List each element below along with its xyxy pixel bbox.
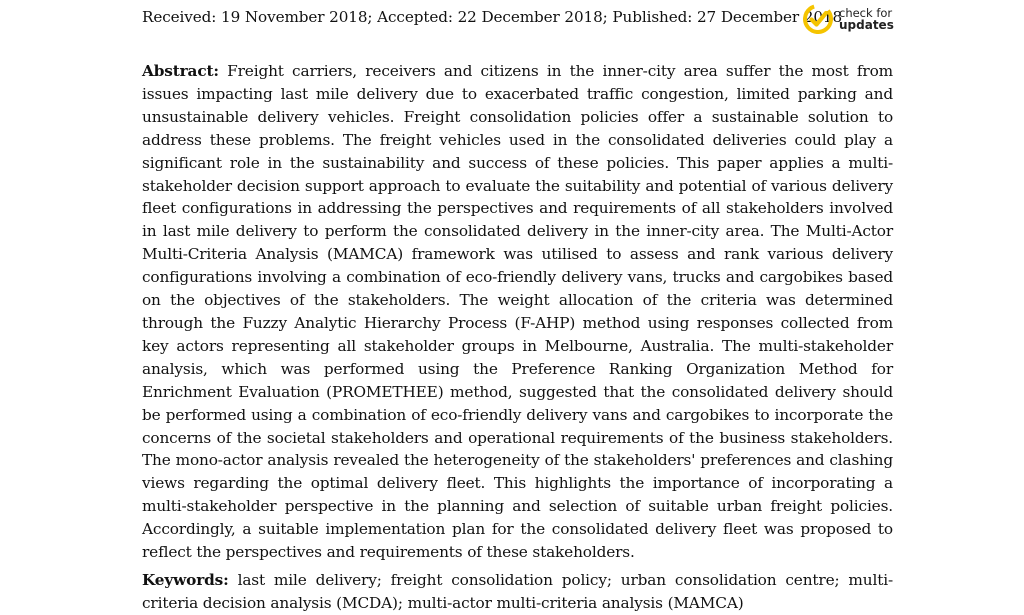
badge-text [839,7,894,31]
keywords-label: Keywords: [142,571,229,589]
abstract-label: Abstract: [142,62,219,80]
abstract-text: Freight carriers, receivers and citizens in the inner-city area suffer the most from issues impacting last mile delivery due to exacerbated traffic congestion, limited parking and unsustainable delivery vehicles. Freight consolidation policies offer a sustainable solution to address these problems. The freight vehicles used in the consolidated deliveries could play a significant role in the sustainability and success of these policies. This paper applies a multi-stakeholder decision support approach to evaluate the suitability and potential of various delivery fleet configurations in addressing the perspectives and requirements of all stakeholders involved in last mile delivery to perform the consolidated delivery in the inner-city area. The Multi-Actor Multi-Criteria Analysis (MAMCA) framework was utilised to assess and rank various delivery configurations involving a combination of eco-friendly delivery vans, trucks and cargobikes based on the objectives of the stakeholders. The weight allocation of the criteria was determined through the Fuzzy Analytic Hierarchy Process (F-AHP) method using responses collected from key actors representing all stakeholder groups in Melbourne, Australia. The multi-stakeholder analysis, which was performed using the Preference Ranking Organization Method for Enrichment Evaluation (PROMETHEE) method, suggested that the consolidated delivery should be performed using a combination of eco-friendly delivery vans and cargobikes to incorporate the concerns of the societal stakeholders and operational requirements of the business stakeholders. The mono-actor analysis revealed the heterogeneity of the stakeholders' preferences and clashing views regarding the optimal delivery fleet. This highlights the importance of incorporating a multi-stakeholder perspective in the planning and selection of suitable urban freight policies. Accordingly, a suitable implementation plan for the consolidated delivery fleet was proposed to reflect the perspectives and requirements of these stakeholders. [142,62,893,562]
check-for-updates-badge[interactable] [803,3,894,35]
keywords-paragraph [142,569,893,615]
keywords-text: last mile delivery; freight consolidation policy; urban consolidation centre; multi-criteria decision analysis (MCDA); multi-actor multi-criteria analysis (MAMCA) [142,571,893,612]
badge-line-updates: updates [839,18,894,32]
badge-line-check-for: check for [839,6,893,20]
checkmark-circle-icon [803,4,833,34]
publication-history: Received: 19 November 2018; Accepted: 22 December 2018; Published: 27 December 2018 [142,8,843,26]
abstract-paragraph [142,60,893,564]
